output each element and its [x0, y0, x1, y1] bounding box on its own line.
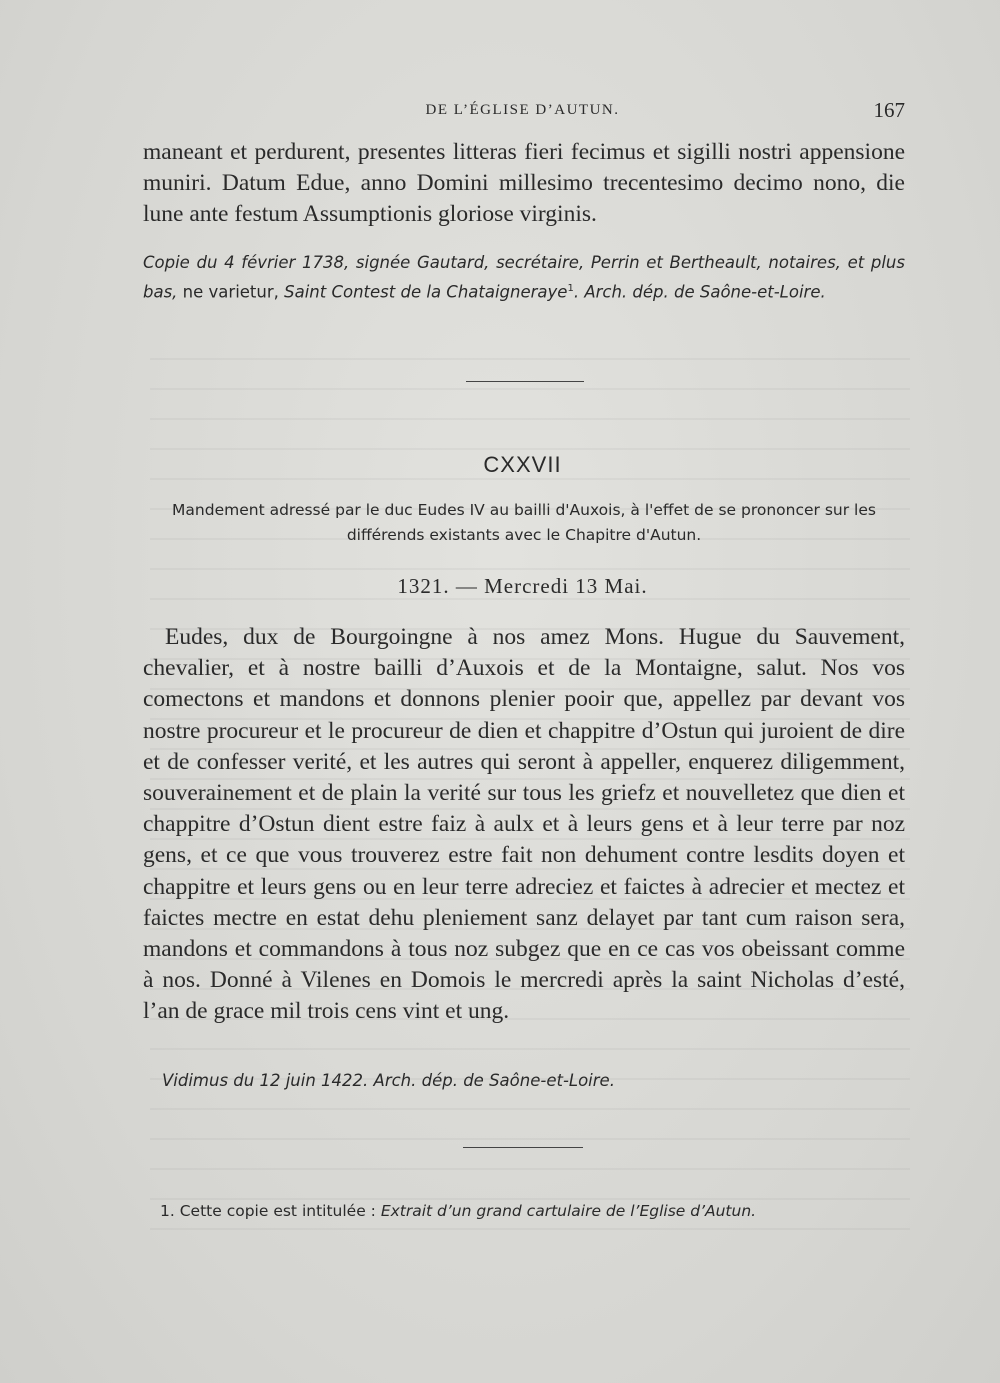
footnote-reference: 1: [567, 283, 574, 294]
footnote-divider: [463, 1147, 583, 1148]
running-head: DE L’ÉGLISE D’AUTUN.: [425, 102, 620, 118]
charter-title: Mandement adressé par le duc Eudes IV au bailli d'Auxois, à l'effet de se prononcer sur les différends existants avec le Chapitre d'Autun.: [172, 501, 876, 544]
source-note-italic-2: Saint Contest de la Chataigneraye: [284, 282, 568, 302]
charter-text: Eudes, dux de Bourgoingne à nos amez Mons. Hugue du Sauvement, chevalier, et à nostre bailli d’Auxois et de la Montaigne, salut. Nos vos comectons et mandons et donnons plenier pooir que, appellez par devant vos nostre procureur et le procureur de dien et chappitre d’Ostun qui juroient de dire et de confesser verité, et les autres qui seront à appeller, enquerez diligemment, souverainement et de plain la verité sur tous les griefz et nouvelletez que dien et chappitre d’Ostun dient estre faiz à aulx et à leurs gens et à leur terre par noz gens, et ce que vous trouverez estre fait non dehument contre lesdits doyen et chappitre et leurs gens ou en leur terre adreciez et faictes à adrecier et mectez et faictes mectre en estat dehu pleniement sanz delayet par tant cum raison sera, mandons et commandons à tous noz subgez que en ce cas vos obeissant comme à nos. Donné à Vilenes en Domois le mercredi après la saint Nicholas d’esté, l’an de grace mil trois cens vint et ung.: [143, 624, 905, 1025]
footnote-marker: 1.: [160, 1202, 175, 1220]
footnote: [160, 1202, 756, 1220]
continuation-paragraph: maneant et perdurent, presentes litteras fieri fecimus et sigilli nostri appensione muniri. Datum Edue, anno Domini millesimo trecentesimo decimo nono, die lune ante festum Assumptionis gloriose virginis.: [143, 139, 905, 228]
source-note: [143, 250, 905, 306]
footnote-text: Cette copie est intitulée :: [179, 1202, 381, 1220]
source-note-italic-3: . Arch. dép. de Saône-et-Loire.: [573, 282, 826, 302]
charter-number: CXXVII: [483, 452, 562, 477]
charter-date: 1321. — Mercredi 13 Mai.: [397, 574, 648, 598]
source-note-italic-1: Copie du 4 février 1738, signée Gautard, secrétaire, Perrin et Bertheault, notaires, et plus bas,: [143, 253, 905, 302]
vidimus-note: Vidimus du 12 juin 1422. Arch. dép. de Saône-et-Loire.: [162, 1071, 615, 1090]
source-note-roman: ne varietur,: [177, 282, 285, 302]
footnote-italic: Extrait d’un grand cartulaire de l’Eglise d’Autun.: [380, 1202, 757, 1220]
page-number: 167: [873, 98, 905, 122]
page-header: [140, 98, 905, 128]
section-divider: [466, 381, 584, 382]
